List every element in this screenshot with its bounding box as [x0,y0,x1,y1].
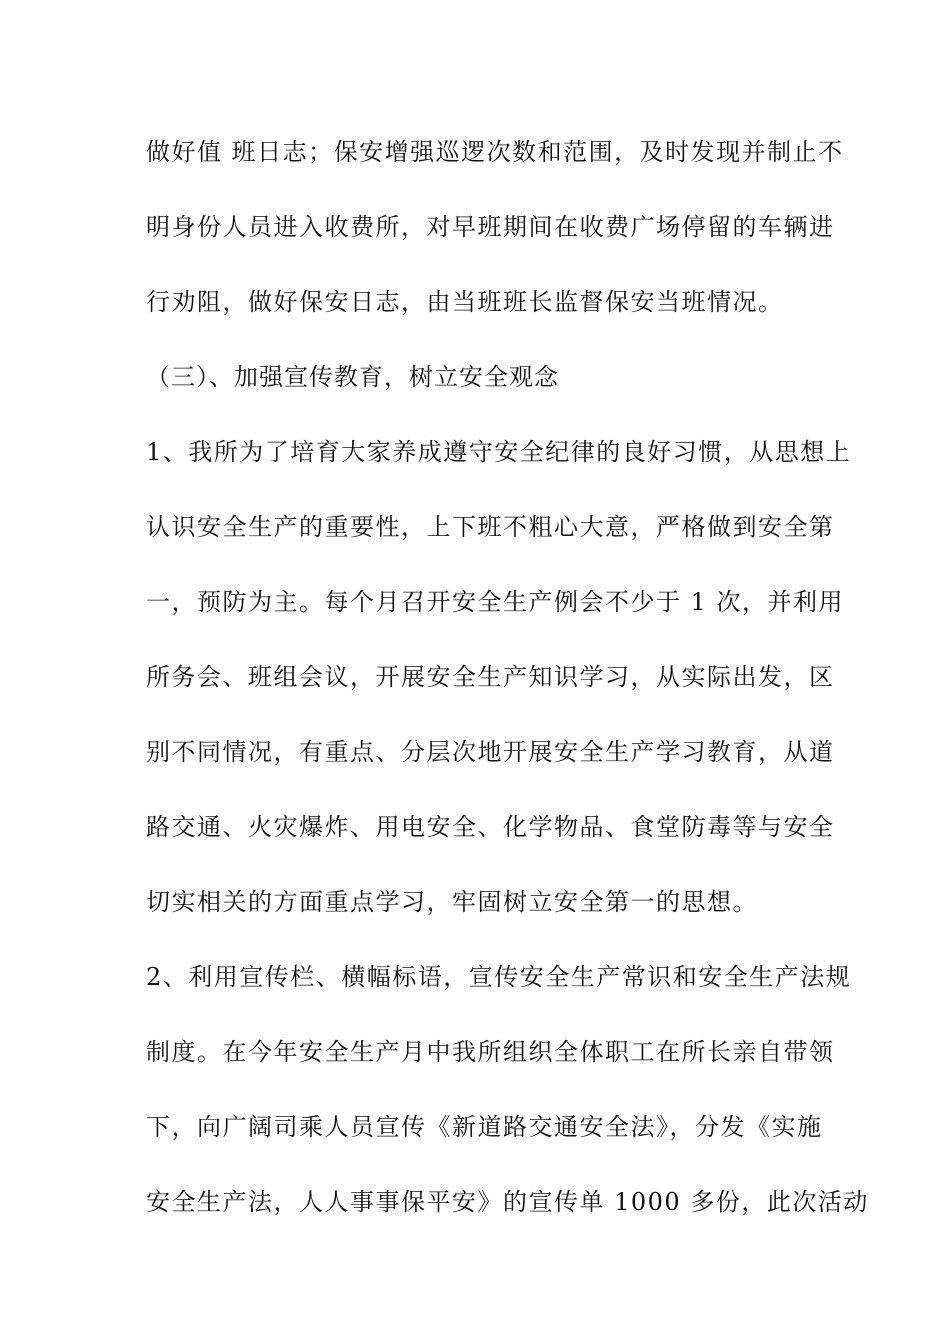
text-line: 路交通、火灾爆炸、用电安全、化学物品、食堂防毒等与安全 [146,813,835,841]
text-line: 认识安全生产的重要性，上下班不粗心大意，严格做到安全第 [146,513,835,541]
text-line: 安全生产法，人人事事保平安》的宣传单 1000 多份，此次活动 [146,1188,869,1216]
section-heading: （三）、加强宣传教育，树立安全观念 [146,363,559,391]
text-line: 2、利用宣传栏、横幅标语，宣传安全生产常识和安全生产法规 [146,963,852,991]
text-line: 制度。在今年安全生产月中我所组织全体职工在所长亲自带领 [146,1038,835,1066]
text-line: 明身份人员进入收费所，对早班期间在收费广场停留的车辆进 [146,213,835,241]
text-line: 切实相关的方面重点学习，牢固树立安全第一的思想。 [146,888,758,916]
text-line: 别不同情况，有重点、分层次地开展安全生产学习教育，从道 [146,738,835,766]
text-line: 下，向广阔司乘人员宣传《新道路交通安全法》，分发《实施 [146,1113,823,1141]
text-line: 1、我所为了培育大家养成遵守安全纪律的良好习惯，从思想上 [146,438,852,466]
text-line: 行劝阻，做好保安日志，由当班班长监督保安当班情况。 [146,288,784,316]
text-line: 一，预防为主。每个月召开安全生产例会不少于 1 次，并利用 [146,588,845,616]
text-line: 做好值 班日志；保安增强巡逻次数和范围，及时发现并制止不 [146,138,844,166]
text-line: 所务会、班组会议，开展安全生产知识学习，从实际出发，区 [146,663,835,691]
